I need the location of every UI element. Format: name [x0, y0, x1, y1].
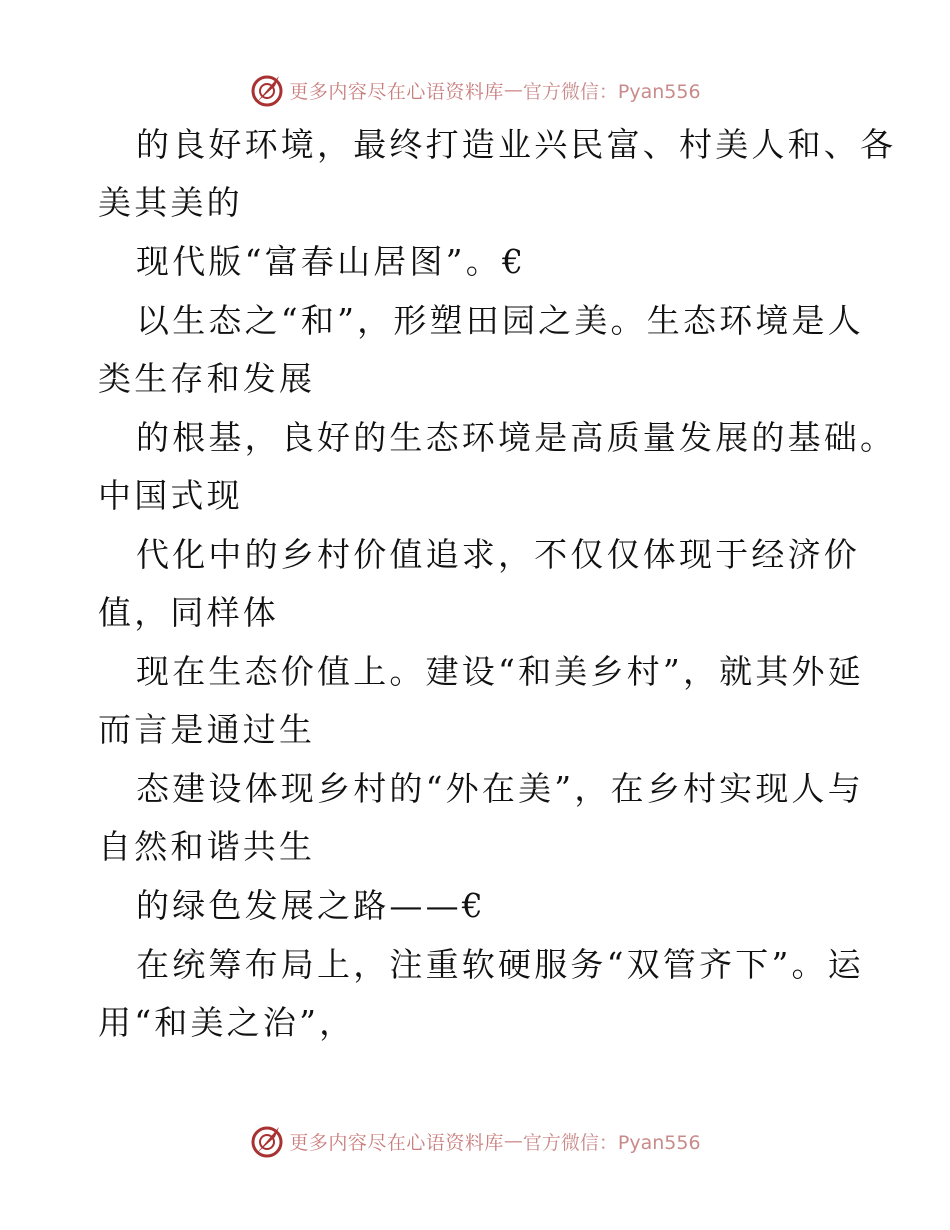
text-line: 值，同样体	[98, 593, 279, 632]
text-line: 现在生态价值上。建设“和美乡村”，就其外延	[136, 652, 864, 691]
quill-logo-icon	[249, 72, 285, 108]
separator-dash: —	[503, 79, 523, 101]
text-line: 态建设体现乡村的“外在美”，在乡村实现人与	[136, 769, 864, 808]
text-line: 以生态之“和”，形塑田园之美。生态环境是人	[136, 301, 864, 340]
brand-text: 更多内容尽在心语资料库	[289, 1131, 504, 1154]
text-line: 的绿色发展之路——€	[136, 886, 486, 925]
text-line: 类生存和发展	[98, 359, 316, 398]
text-line: 现代版“富春山居图”。€	[136, 242, 527, 281]
wechat-contact: 官方微信：Pyan556	[522, 1131, 701, 1154]
text-line: 自然和谐共生	[98, 827, 316, 866]
header-watermark	[0, 70, 950, 110]
text-line: 用“和美之治”，	[98, 1003, 356, 1042]
text-line: 的良好环境，最终打造业兴民富、村美人和、各	[136, 125, 897, 164]
text-line: 的根基，良好的生态环境是高质量发展的基础。	[136, 418, 897, 457]
text-line: 代化中的乡村价值追求，不仅仅体现于经济价	[136, 535, 860, 574]
footer-watermark	[0, 1121, 950, 1161]
separator-dash: —	[503, 1130, 523, 1152]
text-line: 在统筹布局上，注重软硬服务“双管齐下”。运	[136, 945, 864, 984]
quill-logo-icon	[249, 1123, 285, 1159]
text-line: 美其美的	[98, 183, 243, 222]
wechat-contact: 官方微信：Pyan556	[522, 80, 701, 103]
text-line: 中国式现	[98, 476, 243, 515]
brand-text: 更多内容尽在心语资料库	[289, 80, 504, 103]
text-line: 而言是通过生	[98, 710, 316, 749]
